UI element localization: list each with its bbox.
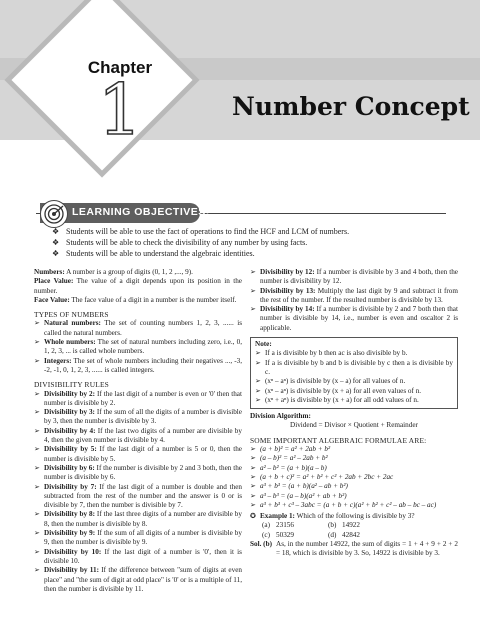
arrow-bullet-icon: ➢ — [34, 356, 41, 365]
example-question: ✪ Example 1: Which of the following is divisible by 3? — [250, 512, 415, 521]
types-heading: TYPES OF NUMBERS — [34, 310, 109, 320]
arrow-bullet-icon: ➢ — [255, 358, 262, 367]
option-c: (c) 50329 — [262, 530, 294, 539]
arrow-bullet-icon: ➢ — [34, 389, 41, 398]
arrow-bullet-icon: ➢ — [34, 319, 41, 328]
arrow-bullet-icon: ➢ — [250, 500, 257, 509]
list-item: ➢ Divisibility by 6: If the number is divisible by 2 and 3 both, then the number is divisible by 6. — [34, 463, 242, 482]
option-d: (d) 42842 — [328, 530, 360, 539]
diamond-bullet-icon: ❖ — [52, 227, 60, 236]
list-item: ➢ Divisibility by 7: If the last digit of a number is double and then subtracted from the rest of the number and the answer is 0 or is divisible by 7, then the number is divisible by 7. — [34, 482, 242, 510]
chapter-header — [0, 0, 480, 180]
list-item: ➢ Divisibility by 14: If a number is divisible by 2 and 7 both then that number is divisible by 14, i.e., number is even and oscaltor 2 is applicable. — [250, 305, 458, 332]
list-item: ➢ Integers: The set of whole numbers including their negatives ..., -3, -2, -1, 0, 1, 2, 3, ...... is called integers. — [34, 356, 242, 374]
list-item: ➢ If a is divisible by b and b is divisible by c then a is divisible by c. — [255, 358, 453, 376]
list-item: ➢ Divisibility by 12: If a number is divisible by 3 and 4 both, then the number is divisibility by 12. — [250, 268, 458, 286]
list-item: ➢ Divisibility by 8: If the last three digits of a number are divisible by 8, then the number is divisible by 8. — [34, 510, 242, 528]
formula-item: ➢ (a + b)² = a² + 2ab + b² — [250, 445, 331, 454]
list-item: ➢ Natural numbers: The set of counting numbers 1, 2, 3, ...... is called the natural numbers. — [34, 319, 242, 337]
arrow-bullet-icon: ➢ — [250, 472, 257, 481]
arrow-bullet-icon: ➢ — [34, 510, 41, 519]
arrow-bullet-icon: ➢ — [34, 482, 41, 491]
note-box — [250, 337, 458, 409]
definition-numbers: Numbers: A number is a group of digits (0, 1, 2 ,..., 9). — [34, 268, 193, 276]
arrow-bullet-icon: ➢ — [34, 426, 41, 435]
objective-item: ❖ Students will be able to check the divisibility of any number by using facts. — [52, 238, 308, 247]
chapter-number: 1 — [97, 69, 143, 151]
formula-item: ➢ a² – b² = (a + b)(a – b) — [250, 463, 327, 472]
arrow-bullet-icon: ➢ — [34, 566, 41, 575]
division-formula: Dividend = Divisor × Quotient + Remainder — [290, 421, 418, 430]
objectives-list — [52, 226, 462, 259]
division-heading: Division Algorithm: — [250, 412, 311, 421]
formula-item: ➢ a³ + b³ + c³ – 3abc = (a + b + c)(a² + b² + c² – ab – bc – ac) — [250, 500, 437, 509]
chapter-title: Number Concept — [232, 92, 470, 121]
arrow-bullet-icon: ➢ — [250, 305, 257, 314]
formula-item: ➢ (a – b)² = a² – 2ab + b² — [250, 454, 328, 463]
diamond-bullet-icon: ❖ — [52, 238, 60, 247]
left-column — [34, 268, 242, 594]
example-options — [250, 521, 458, 540]
list-item: ➢ Divisibility by 11: If the difference between "sum of digits at even place" and "the sum of digit at odd place" is '0' or is a multiple of 11, then the number is divisible by 11. — [34, 566, 242, 593]
arrow-bullet-icon: ➢ — [250, 445, 257, 454]
objectives-heading: LEARNING OBJECTIVES: — [72, 206, 210, 218]
arrow-bullet-icon: ➢ — [255, 377, 262, 386]
arrow-bullet-icon: ➢ — [34, 547, 41, 556]
arrow-bullet-icon: ➢ — [255, 395, 262, 404]
arrow-bullet-icon: ➢ — [34, 529, 41, 538]
arrow-bullet-icon: ➢ — [255, 386, 262, 395]
list-item: ➢ (xⁿ – aⁿ) is divisible by (x – a) for all values of n. — [255, 377, 406, 386]
definition-face-value: Face Value: The face value of a digit in a number is the number itself. — [34, 295, 237, 304]
arrow-bullet-icon: ➢ — [34, 463, 41, 472]
arrow-bullet-icon: ➢ — [34, 408, 41, 417]
algebra-heading: SOME IMPORTANT ALGEBRAIC FORMULAE ARE: — [250, 435, 427, 445]
list-item: ➢ Divisibility by 5: If the last digit of a number is 5 or 0, then the number is divisible by 5. — [34, 445, 242, 463]
arrow-bullet-icon: ➢ — [250, 463, 257, 472]
formula-item: ➢ a³ + b³ = (a + b)(a² – ab + b²) — [250, 482, 348, 491]
option-a: (a) 23156 — [262, 521, 294, 530]
divisibility-heading: DIVISIBILITY RULES — [34, 380, 109, 390]
arrow-bullet-icon: ➢ — [250, 491, 257, 500]
list-item: ➢ If a is divisible by b then ac is also divisible by b. — [255, 349, 408, 358]
formula-item: ➢ (a + b + c)² = a² + b² + c² + 2ab + 2bc + 2ac — [250, 472, 394, 481]
objective-item: ❖ Students will be able to understand the algebraic identities. — [52, 249, 255, 258]
list-item: ➢ Divisibility by 9: If the sum of all digits of a number is divisible by 9, then the number is divisible by 9. — [34, 529, 242, 547]
solution: Sol. (b) As, in the number 14922, the sum of digits = 1 + 4 + 9 + 2 + 2 = 18, which is divisible by 3. So, 14922 is divisible by 3. — [250, 540, 458, 558]
arrow-bullet-icon: ➢ — [34, 445, 41, 454]
list-item: ➢ Divisibility by 13: Multiply the last digit by 9 and subtract it from the rest of the number. If the resulted number is divisible by 13. — [250, 286, 458, 304]
list-item: ➢ Whole numbers: The set of natural numbers including zero, i.e., 0, 1, 2, 3, ... is called whole numbers. — [34, 338, 242, 356]
list-item: ➢ Divisibility by 10: If the last digit of a number is '0', then it is divisible 10. — [34, 547, 242, 565]
arrow-bullet-icon: ➢ — [34, 338, 41, 347]
arrow-bullet-icon: ➢ — [255, 349, 262, 358]
note-heading: Note: — [255, 340, 272, 349]
definition-place-value: Place Value: The value of a digit depends upon its position in the number. — [34, 277, 243, 295]
list-item: ➢ (xⁿ + aⁿ) is divisible by (x + a) for all odd values of n. — [255, 395, 419, 404]
example-badge-icon: ✪ — [250, 512, 257, 521]
arrow-bullet-icon: ➢ — [250, 454, 257, 463]
objective-item: ❖ Students will be able to use the fact of operations to find the HCF and LCM of numbers. — [52, 227, 350, 236]
arrow-bullet-icon: ➢ — [250, 482, 257, 491]
chapter-label: Chapter — [87, 58, 153, 77]
formula-item: ➢ a³ – b³ = (a – b)(a² + ab + b²) — [250, 491, 347, 500]
option-b: (b) 14922 — [328, 521, 360, 530]
list-item: ➢ Divisibility by 4: If the last two digits of a number are divisible by 4, then the given number is divisible by 4. — [34, 426, 242, 445]
arrow-bullet-icon: ➢ — [250, 268, 257, 276]
target-icon — [40, 200, 68, 228]
right-column — [250, 268, 458, 559]
list-item: ➢ (xⁿ – aⁿ) is divisible by (x + a) for all even values of n. — [255, 386, 422, 395]
list-item: ➢ Divisibility by 2: If the last digit of a number is even or '0' then that number is divisible by 2. — [34, 389, 242, 407]
diamond-bullet-icon: ❖ — [52, 249, 60, 258]
arrow-bullet-icon: ➢ — [250, 286, 257, 295]
list-item: ➢ Divisibility by 3: If the sum of all the digits of a number is divisible by 3, then the number is divisible by 3. — [34, 408, 242, 426]
